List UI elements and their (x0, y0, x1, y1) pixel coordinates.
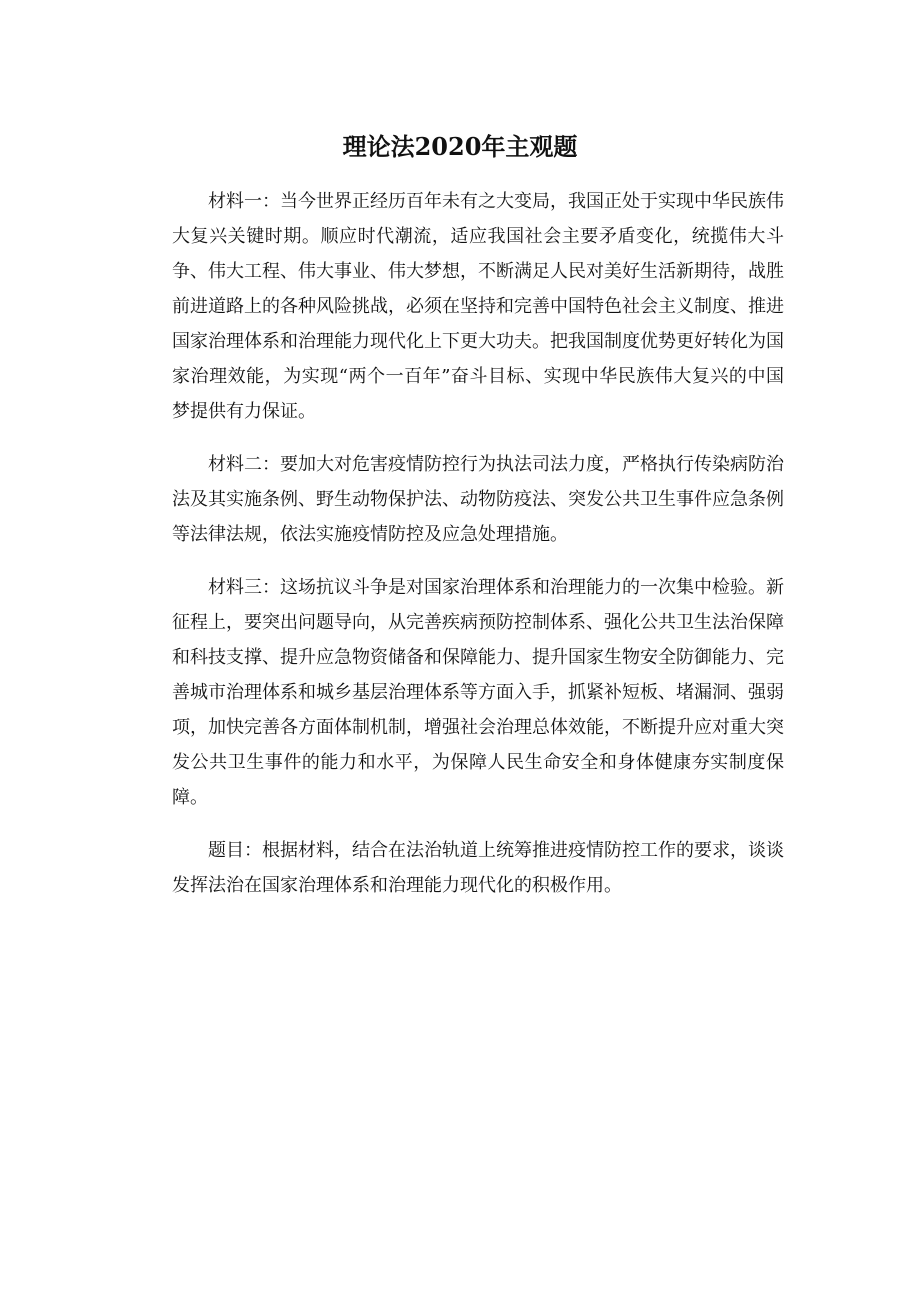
paragraph-material-2: 材料二：要加大对危害疫情防控行为执法司法力度，严格执行传染病防治法及其实施条例、野生动物保护法、动物防疫法、突发公共卫生事件应急条例等法律法规，依法实施疫情防控及应急处理措施。 (172, 454, 784, 545)
paragraph-material-1: 材料一：当今世界正经历百年未有之大变局，我国正处于实现中华民族伟大复兴关键时期。顺应时代潮流，适应我国社会主要矛盾变化，统揽伟大斗争、伟大工程、伟大事业、伟大梦想，不断满足人民对美好生活新期待，战胜前进道路上的各种风险挑战，必须在坚持和完善中国特色社会主义制度、推进国家治理体系和治理能力现代化上下更大功夫。把我国制度优势更好转化为国家治理效能，为实现“两个一百年”奋斗目标、实现中华民族伟大复兴的中国梦提供有力保证。 (172, 191, 784, 422)
paragraph-question: 题目：根据材料，结合在法治轨道上统筹推进疫情防控工作的要求，谈谈发挥法治在国家治理体系和治理能力现代化的积极作用。 (172, 840, 784, 896)
document-title: 理论法2020年主观题 (342, 132, 578, 161)
document-body (172, 184, 784, 903)
paragraph-material-3: 材料三：这场抗议斗争是对国家治理体系和治理能力的一次集中检验。新征程上，要突出问题导向，从完善疾病预防控制体系、强化公共卫生法治保障和科技支撑、提升应急物资储备和保障能力、提升国家生物安全防御能力、完善城市治理体系和城乡基层治理体系等方面入手，抓紧补短板、堵漏洞、强弱项，加快完善各方面体制机制，增强社会治理总体效能，不断提升应对重大突发公共卫生事件的能力和水平，为保障人民生命安全和身体健康夯实制度保障。 (172, 577, 784, 808)
